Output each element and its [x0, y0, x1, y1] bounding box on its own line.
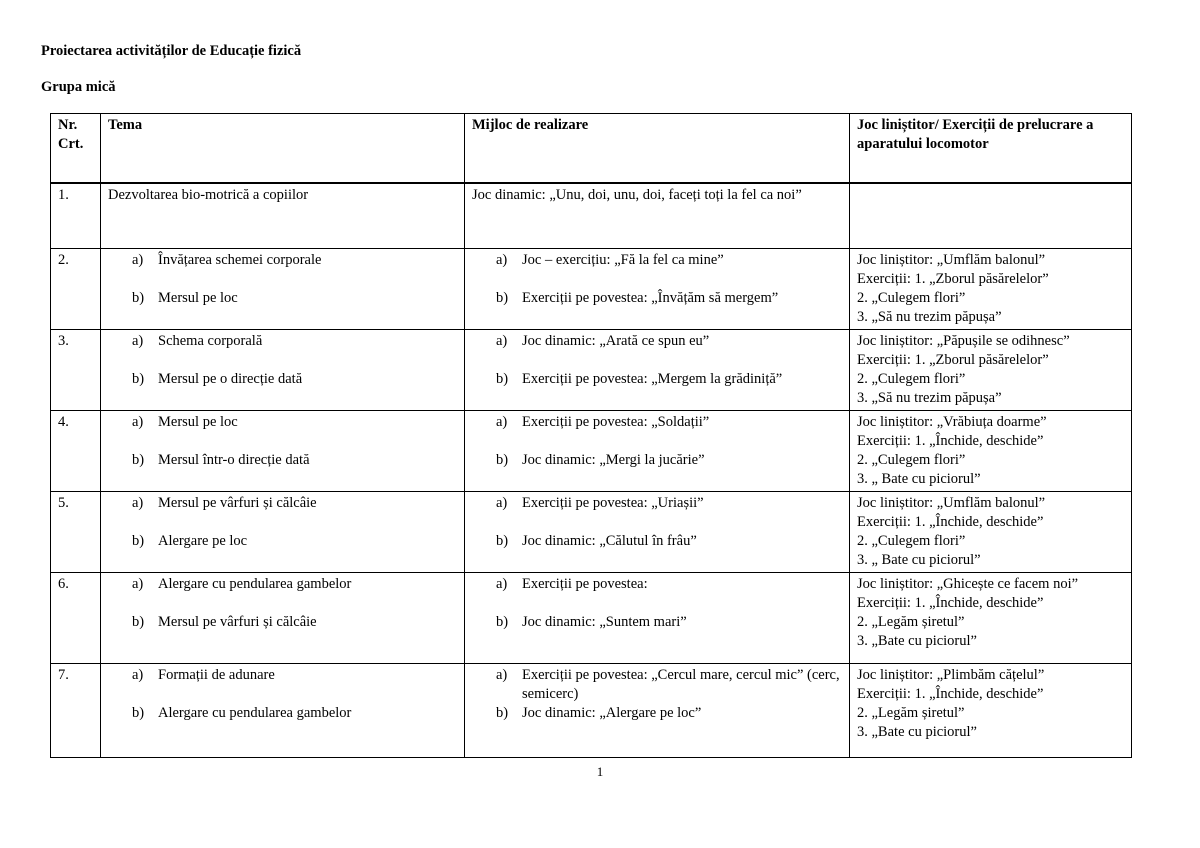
item-text: Exerciții pe povestea: „Uriașii” [522, 495, 704, 511]
joc-line: 3. „ Bate cu piciorul” [857, 552, 981, 568]
tema-cell-item [108, 332, 457, 351]
joc-line: 2. „Culegem flori” [857, 452, 966, 468]
item-label: a) [496, 495, 508, 511]
joc-line: 3. „Să nu trezim păpușa” [857, 390, 1002, 406]
header-nr: Nr. Crt. [51, 114, 101, 183]
mijloc-cell [465, 330, 850, 411]
mijloc-cell-item [472, 666, 842, 704]
tema-cell-item [108, 251, 457, 270]
item-label: b) [496, 290, 509, 306]
table-row [51, 411, 1132, 492]
row-number: 1. [51, 183, 101, 249]
table-row [51, 330, 1132, 411]
table-row [51, 249, 1132, 330]
item-label: b) [132, 614, 145, 630]
item-text: Joc dinamic: „Suntem mari” [522, 614, 687, 630]
joc-line: Exerciții: 1. „Închide, deschide” [857, 595, 1044, 611]
item-label: b) [132, 371, 145, 387]
tema-cell-item [108, 413, 457, 432]
joc-line: Exerciții: 1. „Zborul păsărelelor” [857, 271, 1049, 287]
joc-cell [850, 330, 1132, 411]
tema-cell-item [108, 613, 457, 632]
joc-cell [850, 573, 1132, 664]
item-text: Alergare cu pendularea gambelor [158, 705, 352, 721]
tema-cell [101, 411, 465, 492]
joc-line: 3. „ Bate cu piciorul” [857, 471, 981, 487]
row-number: 2. [51, 249, 101, 330]
mijloc-cell-item [472, 251, 842, 270]
item-text: Joc dinamic: „Mergi la jucărie” [522, 452, 705, 468]
item-text: Alergare cu pendularea gambelor [158, 576, 352, 592]
tema-cell-item [108, 451, 457, 470]
row-number: 5. [51, 492, 101, 573]
tema-cell-item [108, 494, 457, 513]
joc-line: 2. „Culegem flori” [857, 371, 966, 387]
table-row [51, 664, 1132, 758]
item-text: Joc dinamic: „Călutul în frâu” [522, 533, 697, 549]
joc-line: 2. „Legăm șiretul” [857, 614, 965, 630]
joc-line: Joc liniștitor: „Umflăm balonul” [857, 495, 1046, 511]
header-mijloc: Mijloc de realizare [465, 114, 850, 183]
item-text: Exerciții pe povestea: „Cercul mare, cercul mic” (cerc, semicerc) [522, 667, 840, 702]
item-text: Mersul pe loc [158, 290, 238, 306]
joc-line: 2. „Culegem flori” [857, 290, 966, 306]
joc-line: Joc liniștitor: „Vrăbiuța doarme” [857, 414, 1047, 430]
mijloc-cell-item [472, 289, 842, 308]
mijloc-cell-item [472, 532, 842, 551]
item-label: b) [132, 452, 145, 468]
joc-line: 2. „Culegem flori” [857, 533, 966, 549]
item-label: b) [132, 705, 145, 721]
item-label: a) [132, 667, 144, 683]
tema-cell-item [108, 666, 457, 685]
item-text: Mersul pe vârfuri și călcâie [158, 495, 317, 511]
joc-cell [850, 249, 1132, 330]
item-text: Exerciții pe povestea: „Învățăm să mergem” [522, 290, 779, 306]
item-label: a) [132, 252, 144, 268]
item-label: b) [496, 371, 509, 387]
tema-cell-item [108, 575, 457, 594]
mijloc-cell [465, 411, 850, 492]
tema-cell: Dezvoltarea bio-motrică a copiilor [101, 183, 465, 249]
mijloc-cell-item [472, 451, 842, 470]
item-label: a) [132, 414, 144, 430]
tema-cell-item [108, 289, 457, 308]
item-text: Joc – exercițiu: „Fă la fel ca mine” [522, 252, 724, 268]
table-body [51, 183, 1132, 758]
item-label: a) [496, 667, 508, 683]
item-text: Mersul pe loc [158, 414, 238, 430]
group-title: Grupa mică [41, 79, 116, 95]
tema-cell-item [108, 704, 457, 723]
tema-cell [101, 330, 465, 411]
item-text: Mersul într-o direcție dată [158, 452, 310, 468]
document-title: Proiectarea activităților de Educație fizică [41, 43, 302, 59]
mijloc-cell-item [472, 575, 842, 594]
joc-line: Joc liniștitor: „Plimbăm cățelul” [857, 667, 1045, 683]
joc-line: Exerciții: 1. „Închide, deschide” [857, 686, 1044, 702]
activities-table [50, 113, 1132, 758]
header-joc: Joc liniștitor/ Exerciții de prelucrare a aparatului locomotor [850, 114, 1132, 183]
tema-cell-item [108, 370, 457, 389]
tema-cell [101, 492, 465, 573]
table-header-row [51, 114, 1132, 183]
item-label: a) [132, 576, 144, 592]
mijloc-cell-item [472, 613, 842, 632]
mijloc-cell: Joc dinamic: „Unu, doi, unu, doi, faceți toți la fel ca noi” [465, 183, 850, 249]
header-tema: Tema [101, 114, 465, 183]
mijloc-cell-item [472, 494, 842, 513]
table-row [51, 492, 1132, 573]
item-label: a) [132, 333, 144, 349]
item-text: Joc dinamic: „Alergare pe loc” [522, 705, 702, 721]
mijloc-cell [465, 664, 850, 758]
joc-line: 3. „Să nu trezim păpușa” [857, 309, 1002, 325]
item-label: b) [496, 614, 509, 630]
item-text: Exerciții pe povestea: „Soldații” [522, 414, 710, 430]
tema-cell-item [108, 532, 457, 551]
joc-line: 2. „Legăm șiretul” [857, 705, 965, 721]
item-label: a) [496, 252, 508, 268]
row-number: 3. [51, 330, 101, 411]
row-number: 4. [51, 411, 101, 492]
item-text: Învățarea schemei corporale [158, 252, 322, 268]
joc-line: Joc liniștitor: „Păpușile se odihnesc” [857, 333, 1070, 349]
mijloc-cell [465, 573, 850, 664]
row-number: 7. [51, 664, 101, 758]
item-text: Exerciții pe povestea: [522, 576, 648, 592]
item-label: a) [496, 414, 508, 430]
mijloc-cell-item [472, 332, 842, 351]
joc-line: Exerciții: 1. „Închide, deschide” [857, 433, 1044, 449]
item-label: a) [132, 495, 144, 511]
item-label: a) [496, 333, 508, 349]
joc-line: Exerciții: 1. „Închide, deschide” [857, 514, 1044, 530]
item-label: b) [496, 452, 509, 468]
joc-line: 3. „Bate cu piciorul” [857, 724, 977, 740]
joc-line: Joc liniștitor: „Umflăm balonul” [857, 252, 1046, 268]
item-label: b) [132, 533, 145, 549]
table-row [51, 183, 1132, 249]
joc-cell [850, 492, 1132, 573]
item-text: Formații de adunare [158, 667, 275, 683]
mijloc-cell [465, 249, 850, 330]
joc-line: Exerciții: 1. „Zborul păsărelelor” [857, 352, 1049, 368]
item-label: b) [132, 290, 145, 306]
table-row [51, 573, 1132, 664]
joc-cell [850, 664, 1132, 758]
item-label: b) [496, 705, 509, 721]
row-number: 6. [51, 573, 101, 664]
item-text: Schema corporală [158, 333, 263, 349]
item-text: Exerciții pe povestea: „Mergem la grădiniță” [522, 371, 783, 387]
item-label: b) [496, 533, 509, 549]
item-text: Alergare pe loc [158, 533, 248, 549]
joc-line: Joc liniștitor: „Ghicește ce facem noi” [857, 576, 1079, 592]
joc-line: 3. „Bate cu piciorul” [857, 633, 977, 649]
mijloc-cell-item [472, 704, 842, 723]
tema-cell [101, 573, 465, 664]
joc-cell [850, 411, 1132, 492]
mijloc-cell-item [472, 370, 842, 389]
mijloc-cell-item [472, 413, 842, 432]
item-text: Mersul pe vârfuri și călcâie [158, 614, 317, 630]
item-text: Joc dinamic: „Arată ce spun eu” [522, 333, 710, 349]
tema-cell [101, 249, 465, 330]
item-label: a) [496, 576, 508, 592]
item-text: Mersul pe o direcție dată [158, 371, 303, 387]
page-number: 1 [596, 764, 604, 779]
joc-cell [850, 183, 1132, 249]
tema-cell [101, 664, 465, 758]
mijloc-cell [465, 492, 850, 573]
